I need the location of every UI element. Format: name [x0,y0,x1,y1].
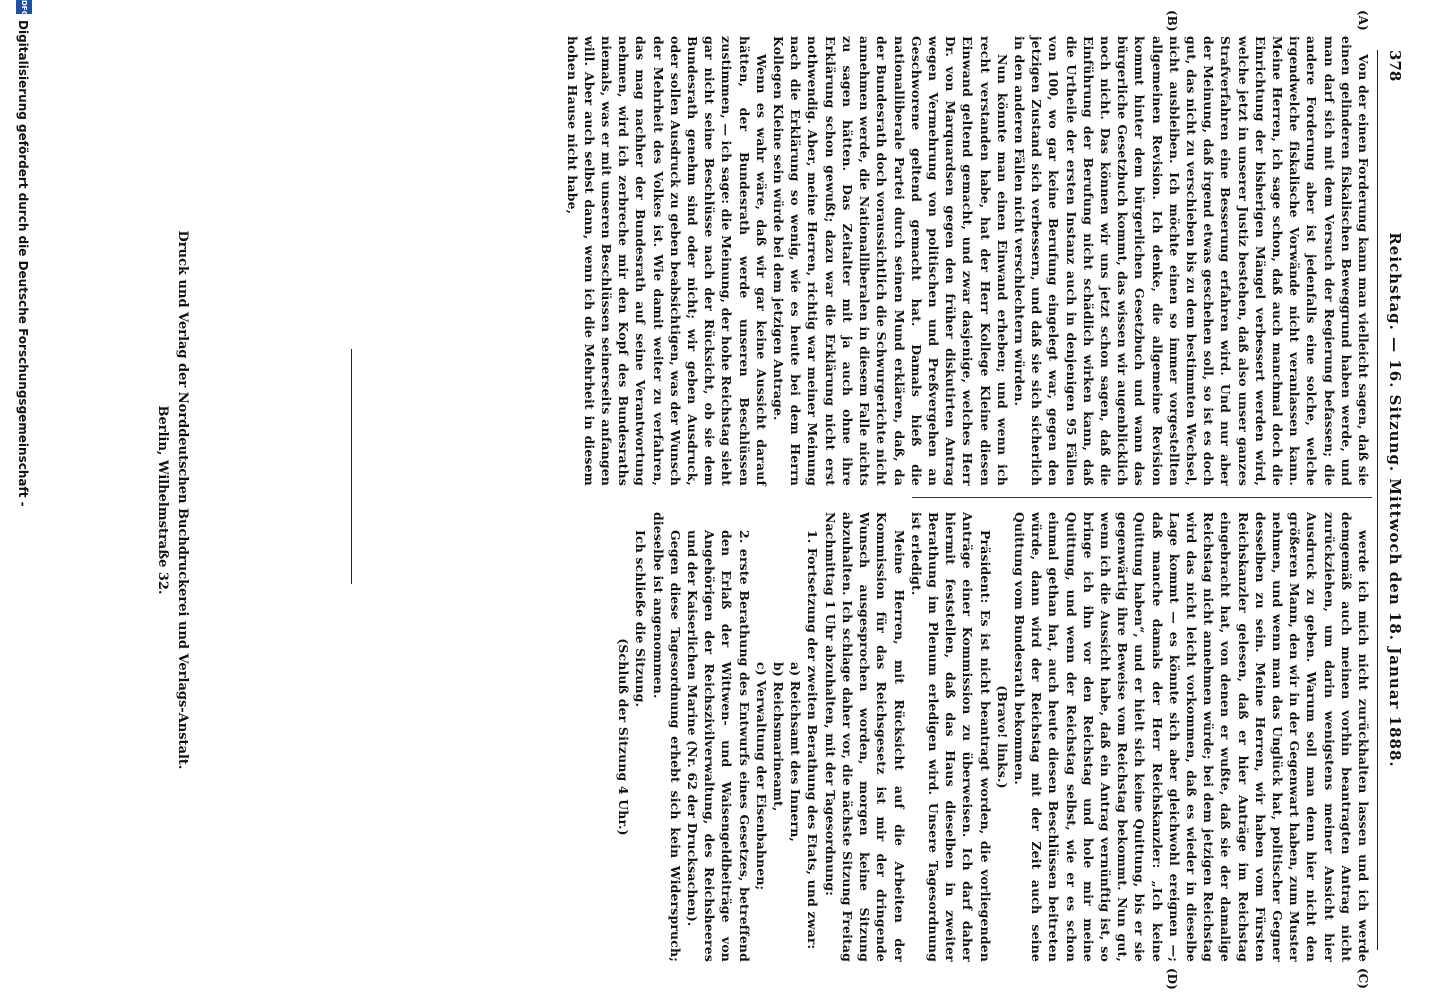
footer [12,0,52,1000]
paragraph: Von der einen Forderung kann man vielleicht sagen, daß sie einen gelinderen fiskalischen Beweggrund haben werde, und man darf sich mit dem Versuch der Regierung befassen; die andere Forderung aber ist jedenfalls eine solche, welche irgendwelche fiskalische Vorwände nicht veranlassen kann. Meine Herren, ich sage schon, daß auch manchmal doch die Einrichtung der bisherigen Mängel verbessert werden wird, welche jetzt in unserer Justiz bestehen, daß also unser ganzes Strafverfahren eine Besserung erfahren wird. Und nur aber der Meinung, daß irgend etwas geschehen soll, so ist es doch gut, das nicht zu verschieben bis zu dem bestimmten Wechsel, nicht ausbleiben. Ich möchte einen so immer vorgestellten allgemeinen Revision. Ich denke, die allgemeine Revision kommt hinter dem bürgerlichen Gesetzbuch und wann das bürgerliche Gesetzbuch kommt, das wissen wir augenblicklich noch nicht. Das können wir uns jetzt schon sagen, daß die Einführung der Berufung nicht schädlich wirken kann, daß die Urtheile der ersten Instanz auch in denjenigen 95 Fällen von 100, wo gar keine Berufung eingelegt war, gegen den jetzigen Zustand sich verbessern, und daß sie sich sicherlich in den anderen Fällen nicht verschlechtern würden. [1011,36,1371,486]
section-rule [351,349,352,584]
running-head [1378,50,1404,950]
margin-marker-a: (A) [1356,10,1370,31]
margin-marker-d: (D) [1165,968,1179,990]
left-column [563,36,1372,486]
paragraph: Ich schließe die Sitzung. [633,530,649,708]
imprint [152,0,192,1000]
column-divider [912,497,1372,498]
right-column [615,512,1372,962]
header-rule [1377,50,1378,950]
page-title: Reichstag. — 16. Sitzung. Mittwoch den 18. Januar 1888. [1386,232,1404,768]
dfg-logo-icon: DFG [16,0,32,14]
agenda-item: 1. Fortsetzung der zweiten Berathung des Etats, und zwar: [805,530,821,950]
agenda-subitem: c) Verwaltung der Eisenbahnen; [753,662,769,891]
paragraph: Nun könnte man einen Einwand erheben; und wenn ich recht verstanden habe, hat der Herr Kollege Kleine diesen Einwand geltend gemacht, und zwar dasjenige, welches Herr Dr. von Marquardsen gegen den früher diskutirten Antrag wegen Vermehrung von politischen und Preßvergehen an Geschworene geltend gemacht hat. Damals hieß die nationalliberale Partei durch seinen Mund erklären, daß, da der Bundesrath doch voraussichtlich die Schwurgerichte nicht annehmen werde, die Nationalliberalen in diesem Falle nichts zu sagen hätten. Das Zeitalter mit ja auch ohne ihre Erklärung schon gewußt; dazu war die Erklärung nicht erst nothwendig. Aber, meine Herren, richtig war meiner Meinung nach die Erklärung so wenig, wie es heute bei dem Herrn Kollegen Kleine sein würde bei dem jetzigen Antrage. [771,36,1010,486]
page-number: 378 [1386,50,1404,82]
imprint-line: Berlin, Wilhelmstraße 32. [155,405,170,595]
paragraph: werde ich mich nicht zurückhalten lassen und ich werde demgemäß auch meinen vorhin beantragten Antrag nicht zurückziehen, um darin wenigstens meiner Ansicht hier Ausdruck zu geben. Warum soll man denn hier nicht den größeren Mann, den wir in der Gegenwart haben, zum Muster nehmen, und wenn man das Unglück hat, politischer Gegner desselben zu sein. Meine Herren, wir haben vom Fürsten Reichskanzler gelesen, daß er hier Anträge im Reichstag eingebracht hat, von denen er wußte, daß sie der damalige Reichstag nicht annehmen würde; bei dem jetzigen Reichstag wird das nicht leicht vorkommen, daß es wieder in dieselbe Lage kommt — es könnte sich aber gleichwohl ereignen —; daß manche damals der Herr Reichskanzler: „Ich keine Quittung haben“, und er hielt sich keine Quittung, bis er sie gegenwärtig ihre Beweise vom Reichstag bekommt. Nun gut, wenn ich die Aussicht habe, daß ein Antrag vernünftig ist, so bringe ich ihn vor den Reichstag und hole mir meine Quittung, und wenn der Reichstag selbst, wie er es schon einmal gethan hat, auch heute diesen Beschlüssen beitreten würde, dann wird der Reichstag mit der Zeit auch seine Quittung vom Bundesrath bekommen. [1011,512,1371,962]
paragraph: Gegen diese Tagesordnung erhebt sich kein Widerspruch; dieselbe ist angenommen. [650,512,683,962]
session-close-note: (Schluß der Sitzung 4 Uhr.) [616,638,632,836]
applause-note: (Bravo! links.) [994,685,1010,789]
digitization-credit: Digitalisierung gefördert durch die Deutsche Forschungsgemeinschaft - [16,20,30,507]
agenda-item: 2. erste Berathung des Entwurfs eines Gesetzes, betreffend den Erlaß der Wittwen- und Waisengeldbeiträge von Angehörigen der Reichszivilverwaltung, des Reichsheeres und der Kaiserlichen Marine (Nr. 62 der Drucksachen). [685,530,752,962]
agenda-subitem: a) Reichsamt des Innern, [788,662,804,842]
paragraph: Meine Herren, mit Rücksicht auf die Arbeiten der Kommission für das Reichsgesetz ist mir der dringende Wunsch ausgesprochen worden, morgen keine Sitzung abzuhalten. Ich schlage daher vor, die nächste Sitzung Freitag Nachmittag 1 Uhr abzuhalten, mit der Tagesordnung: [822,512,907,962]
margin-marker-b: (B) [1165,10,1179,32]
president-statement: Präsident: Es ist nicht beantragt worden, die vorliegenden Anträge einer Kommission zu überweisen. Ich darf daher hiermit feststellen, daß das Haus dieselben in zweiter Berathung im Plenum erledigen wird. Unsere Tagesordnung ist erledigt. [908,512,993,962]
paragraph: Wenn es wahr wäre, daß wir gar keine Aussicht darauf hätten, der Bundesrath werde unseren Beschlüssen zustimmen, — ich sage: die Meinung, der hohe Reichstag sieht gar nicht seine Beschlüsse nach der Rücksicht, ob sie dem Bundesrath genehm sind oder nicht; wir geben Ausdruck, oder sollen Ausdruck zu geben beabsichtigen, was der Wunsch der Mehrheit des Volkes ist. Wie damit weiter zu verfahren, das mag nachher der Bundesrath auf seine Verantwortung nehmen, wird ich zerbreche mir den Kopf des Bundesraths niemals, was er mit unseren Beschlüssen seinerseits anfangen will. Aber auch selbst dann, wenn ich die Mehrheit in diesem hohen Hause nicht habe, [564,36,769,486]
margin-marker-c: (C) [1356,968,1370,989]
agenda-subitem: b) Reichsmarineamt, [771,662,787,812]
imprint-line: Druck und Verlag der Norddeutschen Buchdruckerei und Verlags-Anstalt. [175,230,190,770]
